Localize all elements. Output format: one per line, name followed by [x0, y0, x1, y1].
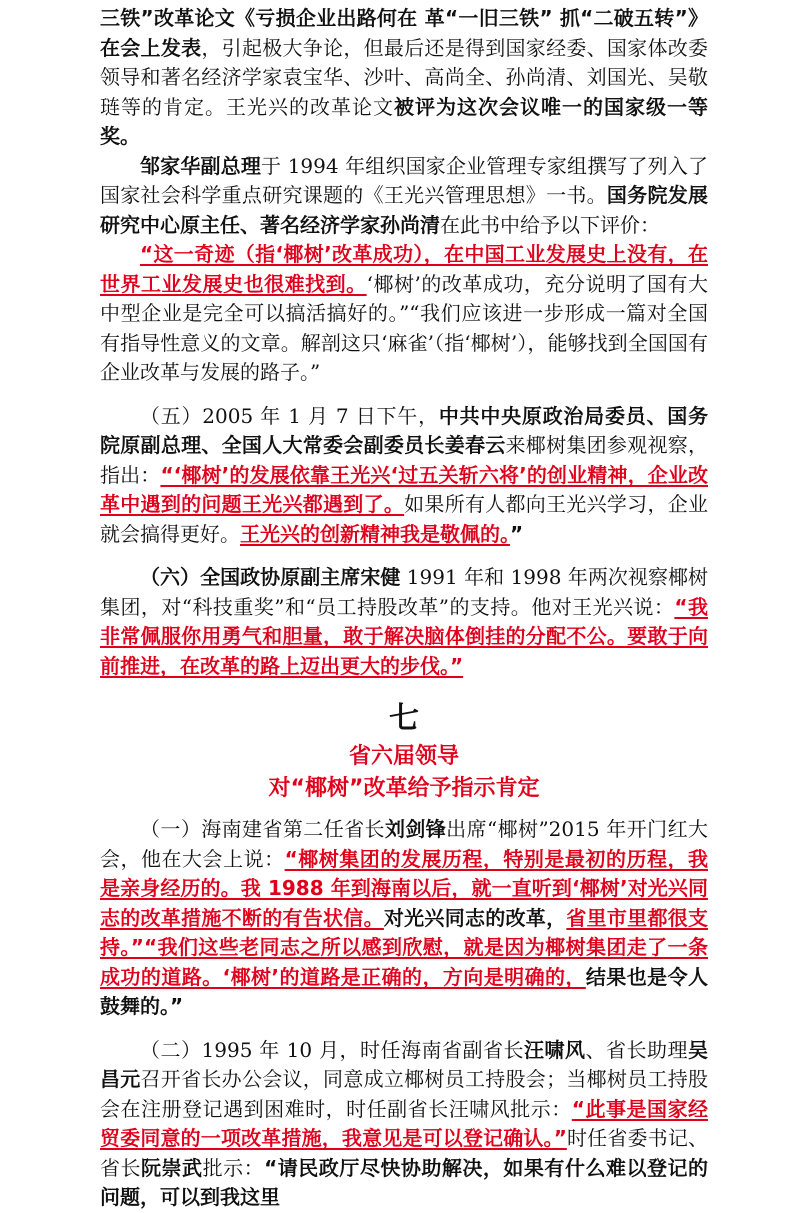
paragraph-evaluation-quote: [100, 240, 708, 388]
chapter-number: 七: [389, 701, 419, 736]
miracle-quote: “这一奇迹（指‘椰树’改革成功），在中国工业发展史上没有，在世界工业发展史也很难找到。: [100, 242, 708, 296]
paragraph-liu-jianfeng: [100, 815, 708, 1022]
evaluation-quote-rest: ‘椰树’的改革成功，充分说明了国有大中型企业是完全可以搞活搞好的。”“我们应该进一步形成一篇对全国有指导性意义的文章。解剖这只‘麻雀’（指‘椰树’），能够找到全国国有企业改革与发展的路子。”: [100, 271, 708, 384]
reform-paper-title: 三铁”改革论文《亏损企业出路何在 革“一旧三铁” 抓“二破五转”》在会上发表: [100, 6, 708, 60]
innovation-quote: 王光兴的创新精神我是敬佩的。: [240, 521, 510, 546]
jiang-quote: “‘椰树’的发展依靠王光兴‘过五关斩六将’的创业精神，企业改革中遇到的问题王光兴都遇到了。: [100, 462, 708, 516]
paragraph-employee-shares: [100, 1036, 708, 1213]
instruct-text: 批示：: [202, 1155, 265, 1180]
secretary-text: 时任省委书记、省长: [100, 1126, 708, 1180]
result-text: 结果也是令人鼓舞的。”: [100, 964, 708, 1018]
vice-premier-name: 邹家华副总理: [140, 153, 262, 178]
visit-text: 来椰树集团参观视察，指出：: [100, 433, 709, 487]
shares-text: 召开省长办公会议，同意成立椰树员工持股会；当椰树员工持股会在注册登记遇到困难时，时任副省长汪啸风批示：: [100, 1067, 709, 1121]
item-two-label: （二）: [140, 1037, 202, 1062]
wu-changyuan-name: 吴昌元: [100, 1037, 709, 1091]
reform-paper-reception: ，引起极大争论，但最后还是得到国家经委、国家体改委领导和著名经济学家袁宝华、沙叶、高尚全、孙尚清、刘国光、吴敬琏等的肯定。王光兴的改革论文: [100, 35, 709, 119]
item-five-date: （五）2005 年 1 月 7 日下午，: [140, 403, 439, 428]
evaluation-intro: 在此书中给予以下评价：: [440, 212, 660, 237]
song-jian-quote: “我非常佩服你用勇气和胆量，敢于解决脑体倒挂的分配不公。要敢于向前推进，在改革的路上迈出更大的步伐。”: [100, 594, 708, 678]
wang-xiaofeng-name: 汪啸风: [523, 1037, 586, 1062]
quote-close: ”: [510, 521, 524, 546]
paragraph-management-book: [100, 152, 708, 241]
paragraph-item-five: [100, 402, 708, 550]
management-book-text: 于 1994 年组织国家企业管理专家组撰写了列入了国家社会科学重点研究课题的《王光兴管理思想》一书。: [100, 153, 708, 207]
liu-jianfeng-name: 刘剑锋: [384, 817, 447, 841]
learn-text: 如果所有人都向王光兴学习，企业就会搞得更好。: [100, 492, 709, 546]
governor-intro: 海南建省第二任省长: [201, 817, 385, 841]
meeting-text: 出席“椰树”2015 年开门红大会，他在大会上说：: [100, 817, 708, 871]
liu-quote-2: 省里市里都很支持。”“我们这些老同志之所以感到欣慰，就是因为椰树集团走了一条成功的道路。‘椰树’的道路是正确的，方向是明确的，: [100, 905, 709, 989]
award-statement: 被评为这次会议唯一的国家级一等奖。: [100, 94, 708, 148]
assistant-text: 、省长助理: [585, 1037, 689, 1062]
liu-quote-1: “椰树集团的发展历程，特别是最初的历程，我是亲身经历的。我 1988 年到海南以后，就一直听到‘椰树’对光兴同志的改革措施不断的有告状信。: [100, 846, 708, 930]
song-jian-title: （六）全国政协原副主席宋健: [140, 565, 401, 589]
support-text: 对光兴同志的改革，: [383, 905, 567, 930]
wang-quote: “此事是国家经贸委同意的一项改革措施，我意见是可以登记确认。”: [100, 1096, 708, 1150]
ruan-chongwu-name: 阮崇武: [141, 1155, 203, 1180]
paragraph-item-six: [100, 563, 708, 681]
sun-shangqing-title: 国务院发展研究中心原主任、著名经济学家孙尚清: [100, 183, 709, 237]
chapter-title-line1: 省六届领导: [348, 744, 459, 769]
chapter-title-line2: 对“椰树”改革给予指示肯定: [268, 776, 540, 801]
date-text: 1995 年 10 月，时任海南省副省长: [201, 1037, 524, 1062]
song-jian-visit: 1991 年和 1998 年两次视察椰树集团，对“科技重奖”和“员工持股改革”的支持。他对王光兴说：: [100, 565, 709, 619]
item-one-label: （一）: [140, 817, 202, 841]
ruan-quote: “请民政厅尽快协助解决，如果有什么难以登记的问题，可以到我这里: [100, 1155, 709, 1209]
jiang-chunyun-title: 中共中央原政治局委员、国务院原副总理、全国人大常委会副委员长姜春云: [100, 403, 708, 457]
paragraph-reform-paper: [100, 4, 708, 152]
